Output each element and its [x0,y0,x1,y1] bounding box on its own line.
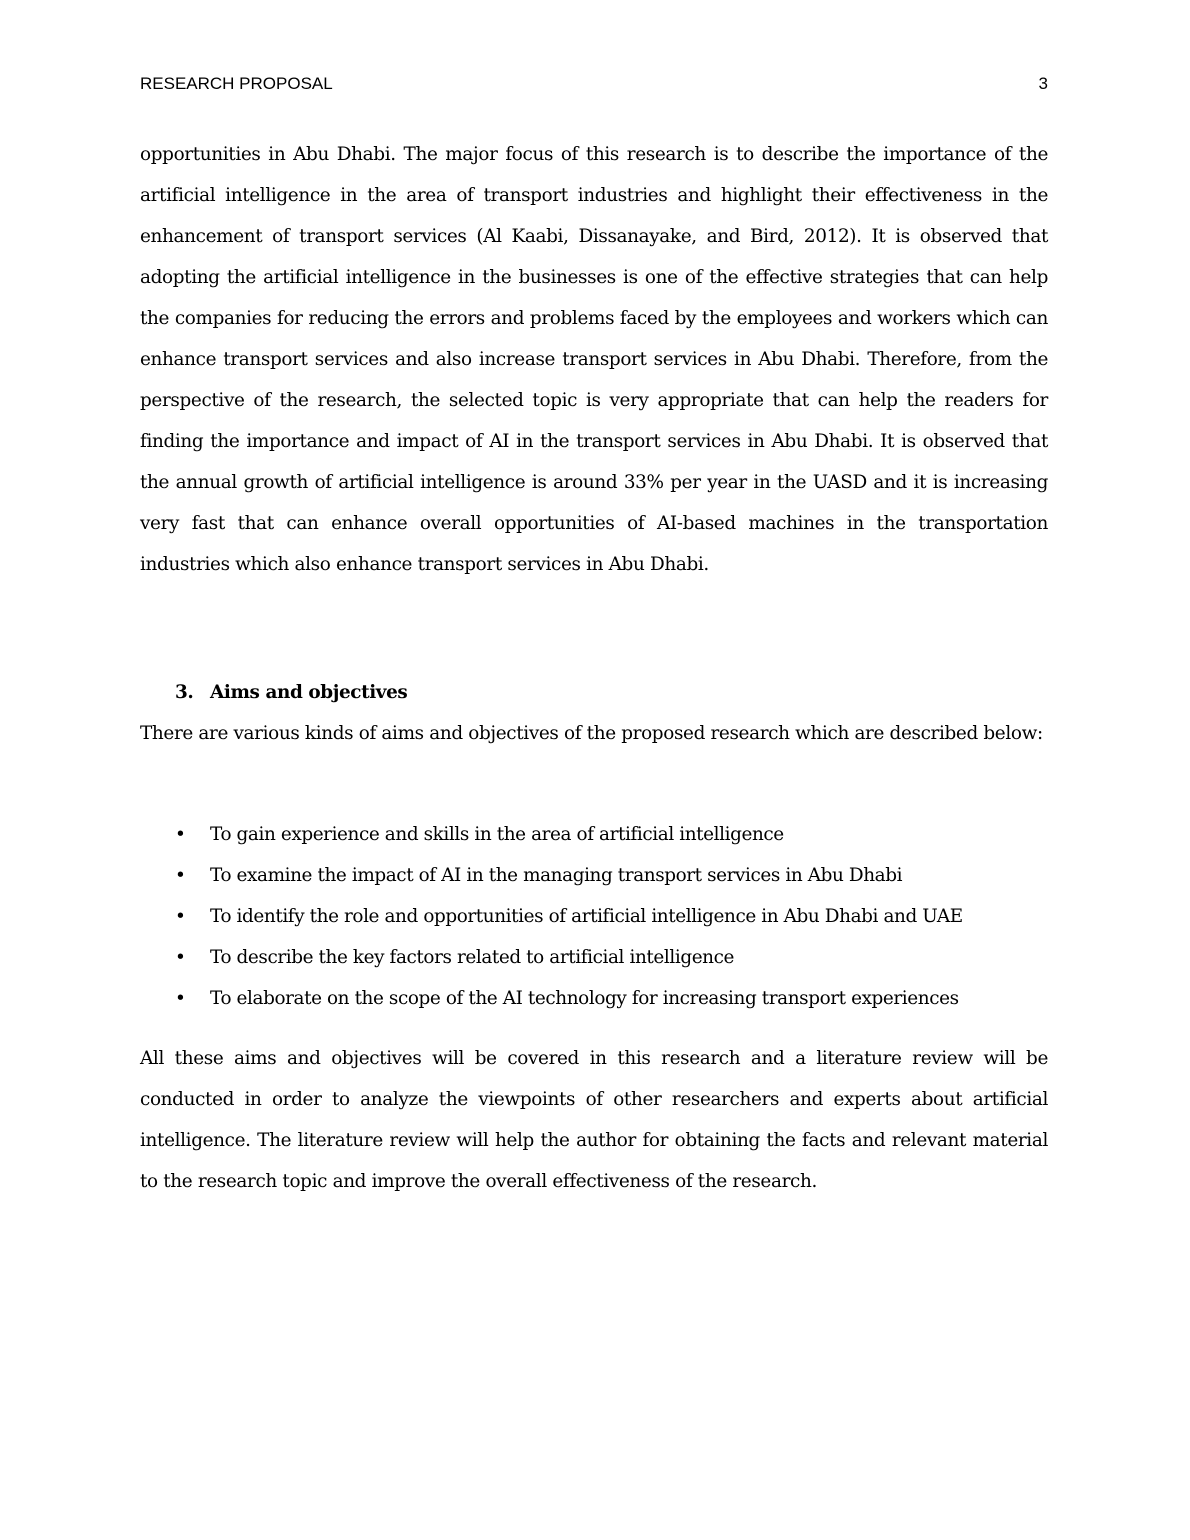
page-header [140,72,1048,96]
paragraph-text: All these aims and objectives will be covered in this research and a literature review will be conducted in order to analyze the viewpoints of other researchers and experts about artificial intelligence. The literature review will help the author for obtaining the facts and relevant material to the research topic and improve the overall effectiveness of the research. [140,1048,1048,1192]
bullet-icon: • [175,947,186,968]
bullet-icon: • [175,988,186,1009]
list-item [140,814,1060,855]
paragraph-text: opportunities in Abu Dhabi. The major focus of this research is to describe the importance of the artificial intelligence in the area of transport industries and highlight their effectiveness in the enhancement of transport services (Al Kaabi, Dissanayake, and Bird, 2012). It is observed that adopting the artificial intelligence in the businesses is one of the effective strategies that can help the companies for reducing the errors and problems faced by the employees and workers which can enhance transport services and also increase transport services in Abu Dhabi. Therefore, from the perspective of the research, the selected topic is very appropriate that can help the readers for finding the importance and impact of AI in the transport services in Abu Dhabi. It is observed that the annual growth of artificial intelligence is around 33% per year in the UASD and it is increasing very fast that can enhance overall opportunities of AI-based machines in the transportation industries which also enhance transport services in Abu Dhabi. [140,144,1048,575]
list-item [140,855,1060,896]
body-paragraph-context [140,134,1048,585]
body-paragraph-conclusion [140,1038,1048,1202]
bullet-icon: • [175,906,186,927]
list-item-text: To describe the key factors related to artificial intelligence [210,947,735,968]
list-item-text: To identify the role and opportunities of artificial intelligence in Abu Dhabi and UAE [210,906,963,927]
list-item [140,896,1060,937]
list-item [140,978,1060,1019]
section-title: Aims and objectives [210,682,408,703]
page-number: 3 [1038,74,1048,93]
bullet-icon: • [175,865,186,886]
bullet-icon: • [175,824,186,845]
objectives-list [140,814,1060,1019]
list-item-text: To elaborate on the scope of the AI technology for increasing transport experiences [210,988,959,1009]
section-number: 3. [175,682,194,703]
list-item-text: To gain experience and skills in the area of artificial intelligence [210,824,784,845]
running-head: RESEARCH PROPOSAL [140,74,333,93]
list-item-text: To examine the impact of AI in the managing transport services in Abu Dhabi [210,865,903,886]
paragraph-text: There are various kinds of aims and objectives of the proposed research which are described below: [140,723,1043,744]
list-item [140,937,1060,978]
body-paragraph-intro [140,713,1048,754]
section-heading [175,672,407,713]
